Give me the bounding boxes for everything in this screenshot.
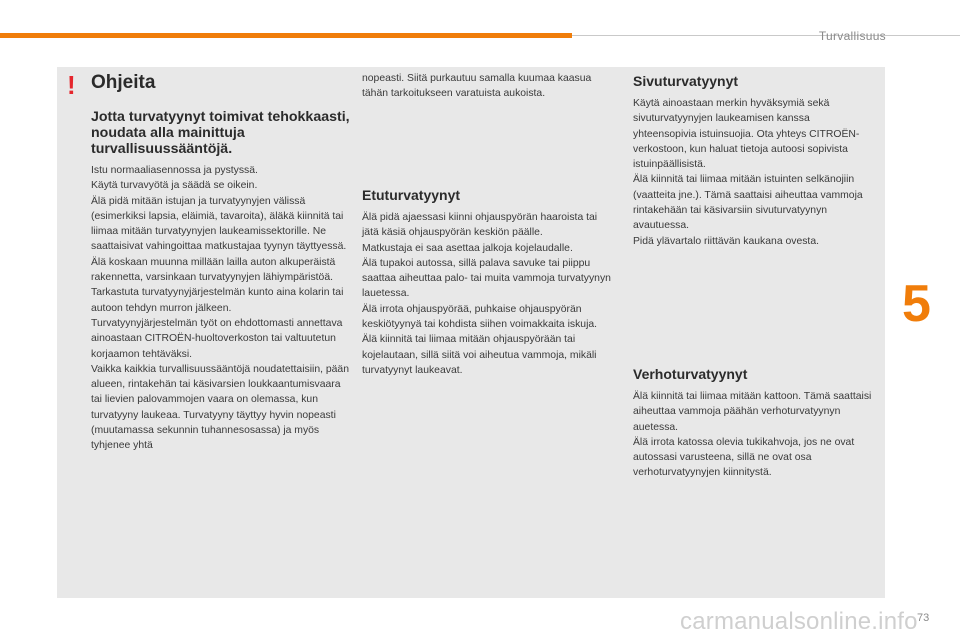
- box-title: Ohjeita: [91, 72, 156, 93]
- section-title: Turvallisuus: [818, 29, 886, 43]
- intro-continued-text: nopeasti. Siitä purkautuu samalla kuumaa kaasua tähän tarkoitukseen varatuista aukoista.: [362, 73, 592, 100]
- front-airbags-text: Älä pidä ajaessasi kiinni ohjauspyörän haaroista tai jätä käsiä ohjauspyörän keskiön päälle. Matkustaja ei saa asettaa jalkoja kojelaudalle. Älä tupakoi autossa, sillä palava savuke tai piippu saattaa aiheuttaa palo- tai muita vammoja turvatyynyn lauetessa. Älä irrota ohjauspyörää, puhkaise ohjauspyörän keskiötyynyä tai kohdista siihen voimakkaita iskuja. Älä kiinnitä tai liimaa mitään ohjauspyörään tai kojelautaan, sillä siitä voi aiheutua vammoja, mikäli turvatyynyt laukeavat.: [362, 212, 611, 376]
- intro-text: Istu normaaliasennossa ja pystyssä. Käytä turvavyötä ja säädä se oikein. Älä pidä mitään istujan ja turvatyynyjen välissä (esimerkiksi lapsia, eläimiä, tavaroita), äläkä kiinnitä tai liimaa mitään turvatyynyjen laukeamissektorille. Ne saattaisivat vahingoittaa matkustajaa tyynyn täyttyessä. Älä koskaan muunna millään lailla auton alkuperäistä rakennetta, varsinkaan turvatyynyjen lähiympäristöä. Tarkastuta turvatyynyjärjestelmän kunto aina kolarin tai autoon tehdyn murron jälkeen. Turvatyynyjärjestelmän työt on ehdottomasti annettava ainoastaan CITROËN-huoltoverkoston tai valtuutetun korjaamon tehtäväksi. Vaikka kaikkia turvallisuussääntöjä noudatettaisiin, pään alueen, rintakehän tai käsivarsien loukkaantumisvaara tai lievien palovammojen vaara on olemassa, kun turvatyyny laukeaa. Turvatyyny täyttyy hyvin nopeasti (muutamassa sekunnin tuhannesosassa) ja myös tyhjenee yhtä: [91, 165, 349, 452]
- box-subtitle: Jotta turvatyynyt toimivat tehokkaasti, noudata alla mainittuja turvallisuussääntöjä.: [91, 109, 350, 157]
- side-airbags-heading: Sivuturvatyynyt: [633, 73, 739, 89]
- curtain-airbags-text: Älä kiinnitä tai liimaa mitään kattoon. Tämä saattaisi aiheuttaa vammoja päähän verhoturvatyynyn auetessa. Älä irrota katossa olevia tukikahvoja, jos ne ovat autossasi varusteena, sillä ne ovat osa verhoturvatyynyjen kiinnitystä.: [633, 391, 872, 479]
- front-airbags-heading: Etuturvatyynyt: [362, 187, 461, 203]
- chapter-number: 5: [902, 275, 931, 333]
- side-airbags-text: Käytä ainoastaan merkin hyväksymiä sekä sivuturvatyynyjen laukeamisen kanssa yhteensopivia istuinsuojia. Ota yhteys CITROËN-verkostoon, kun haluat tietoja autoosi sopivista istuinpäällisistä. Älä kiinnitä tai liimaa mitään istuinten selkänojiin (vaatteita jne.). Tämä saattaisi aiheuttaa vammoja rintakehään tai käsivarsiin sivuturvatyynyn avautuessa. Pidä ylävartalo riittävän kaukana ovesta.: [633, 98, 863, 247]
- header-accent-bar: [0, 33, 572, 38]
- watermark: carmanualsonline.info: [680, 608, 918, 635]
- page-number: 73: [917, 612, 930, 624]
- alert-icon: !: [67, 70, 76, 100]
- curtain-airbags-heading: Verhoturvatyynyt: [633, 366, 748, 382]
- header-rule: [572, 35, 960, 36]
